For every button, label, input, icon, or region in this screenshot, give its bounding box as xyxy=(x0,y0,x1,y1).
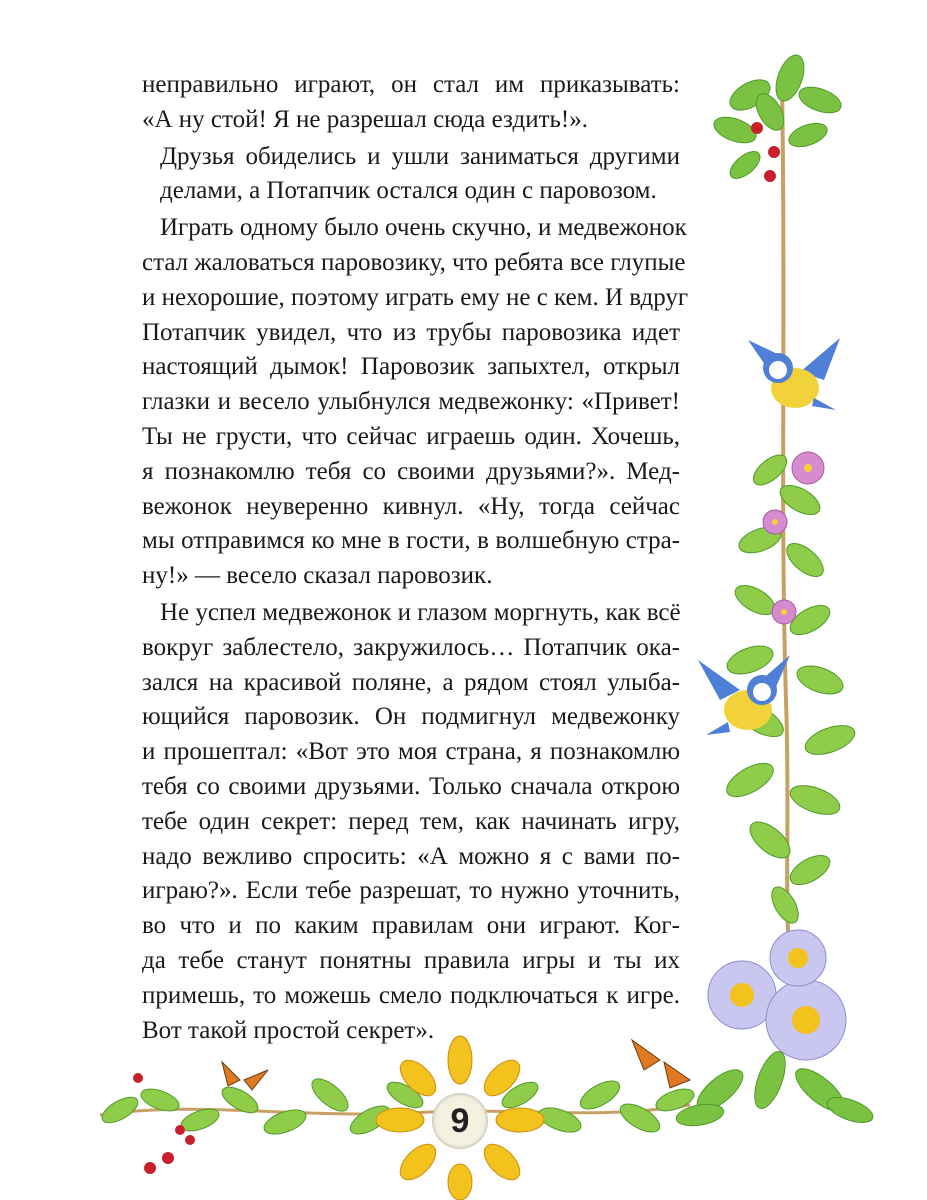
text-line: Не успел медвежонок и глазом моргнуть, как всё xyxy=(160,598,681,626)
text-line: зался на красивой поляне, а рядом стоял улыба- xyxy=(142,668,680,696)
bird-icon xyxy=(748,338,840,410)
leaf-cluster-top xyxy=(711,51,845,183)
text-line: и прошептал: «Вот это моя страна, я познакомлю xyxy=(142,738,680,766)
text-line: да тебе станут понятны правила игры и ты их xyxy=(142,946,680,974)
text-line: «А ну стой! Я не разрешал сюда ездить!». xyxy=(142,105,588,133)
text-line: стал жаловаться паровозику, что ребята все глупые xyxy=(142,248,686,276)
text-line: я познакомлю тебя со своими друзьями?». Мед- xyxy=(142,457,680,485)
leaf-cluster-middle xyxy=(721,449,858,927)
page-number: 9 xyxy=(432,1093,488,1149)
text-line: и нехорошие, поэтому играть ему не с кем. И вдруг xyxy=(142,283,689,311)
text-line: Ты не грусти, что сейчас играешь один. Хочешь, xyxy=(142,422,680,450)
text-line: тебя со своими друзьями. Только сначала открою xyxy=(142,772,680,800)
text-line: неправильно играют, он стал им приказывать: xyxy=(142,71,680,98)
text-line: надо вежливо спросить: «А можно я с вами по- xyxy=(142,842,680,870)
text-line: Вот такой простой секрет». xyxy=(142,1016,435,1044)
text-line: Потапчик увидел, что из трубы паровозика идет xyxy=(142,318,680,346)
text-line: вокруг заблестело, закружилось… Потапчик ока- xyxy=(142,633,680,661)
butterfly-icon xyxy=(632,1040,690,1088)
text-line: ну!» — весело сказал паровозик. xyxy=(142,562,493,590)
text-line: Играть одному было очень скучно, и медвежонок xyxy=(160,214,687,242)
text-line: играю?». Если тебе разрешат, то нужно уточнить, xyxy=(142,877,680,905)
leaf-cluster-bottom-right xyxy=(675,1048,876,1129)
text-line: Друзья обиделись и ушли заниматься другими xyxy=(160,142,680,170)
butterfly-icon xyxy=(222,1062,268,1090)
text-line: вежонок неуверенно кивнул. «Ну, тогда сейчас xyxy=(142,492,680,520)
text-line: тебе один секрет: перед тем, как начинать игру, xyxy=(142,807,680,835)
text-line: во что и по каким правилам они играют. Ког- xyxy=(142,912,680,940)
text-line: делами, а Потапчик остался один с паровозом. xyxy=(160,177,657,205)
text-line: мы отправимся ко мне в гости, в волшебную стра- xyxy=(142,527,680,555)
text-line: примешь, то можешь смело подключаться к игре. xyxy=(142,981,680,1009)
text-line: настоящий дымок! Паровозик запыхтел, открыл xyxy=(142,353,680,381)
daisy-icon xyxy=(708,930,846,1060)
text-line: глазки и весело улыбнулся медвежонку: «Привет! xyxy=(142,388,680,416)
text-line: ющийся паровозик. Он подмигнул медвежонку xyxy=(142,703,680,731)
